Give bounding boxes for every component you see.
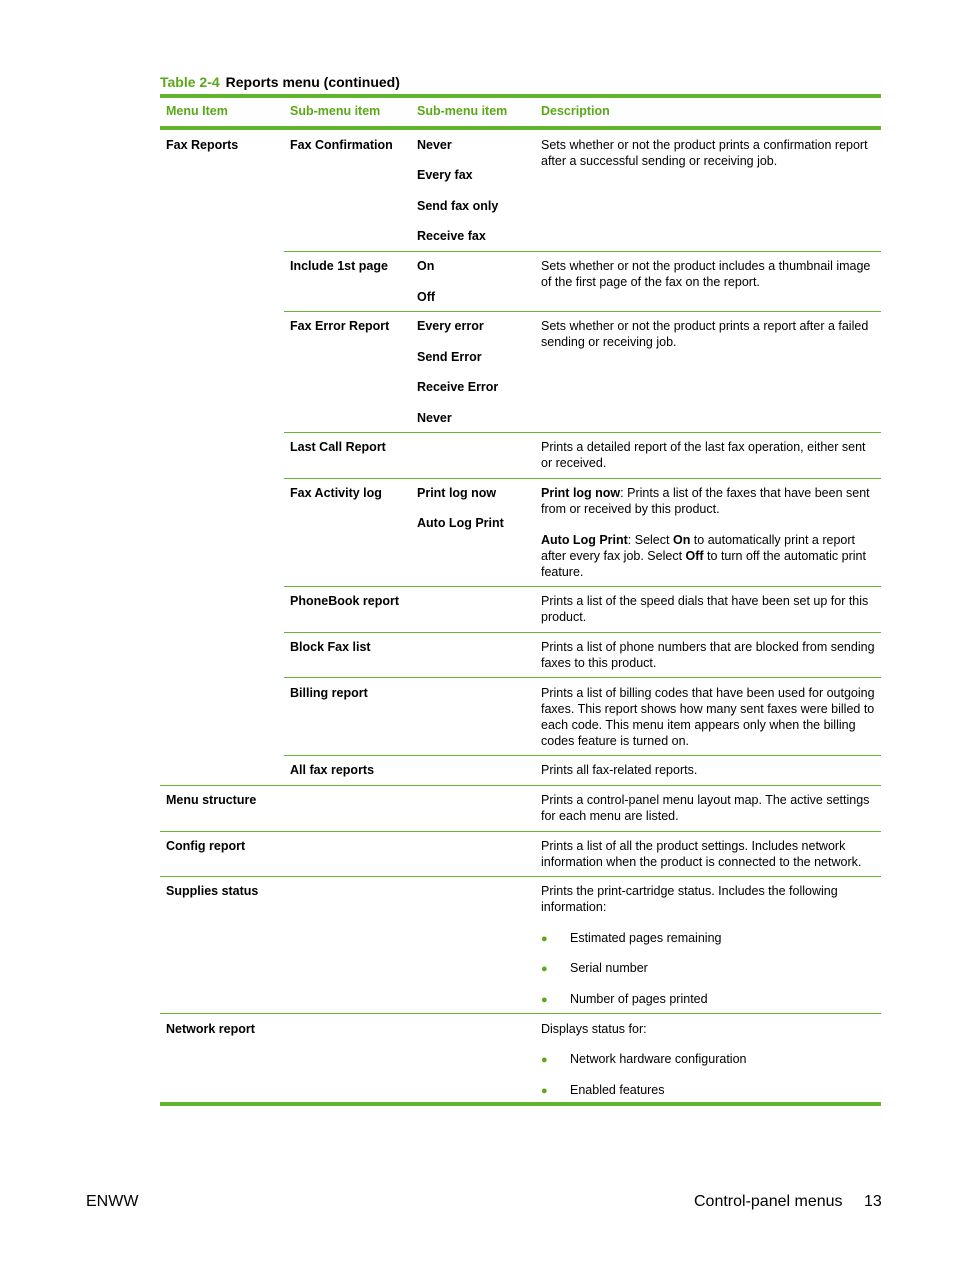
list-item <box>541 1082 665 1099</box>
description-include-1st-page: Sets whether or not the product includes a thumbnail image of the first page of the fax on the report. <box>541 259 871 289</box>
list-item-text: Number of pages printed <box>570 992 708 1006</box>
submenu-block-fax-list: Block Fax list <box>290 640 371 654</box>
option-send-fax-only: Send fax only <box>417 199 499 213</box>
description-print-log-now <box>541 485 879 517</box>
description-config-report: Prints a list of all the product settings. Includes network information when the product is connected to the network. <box>541 839 862 869</box>
option-print-log-now: Print log now <box>417 486 497 500</box>
table-top-rule <box>160 94 881 98</box>
submenu-billing-report: Billing report <box>290 686 368 700</box>
option-send-error: Send Error <box>417 350 482 364</box>
table-number: Table 2-4 <box>160 74 220 90</box>
row-divider <box>284 677 881 678</box>
submenu-fax-error-report: Fax Error Report <box>290 319 390 333</box>
list-item-text: Estimated pages remaining <box>570 931 722 945</box>
text-auto-2: to automatically print a report after every fax job. Select <box>541 533 855 563</box>
row-divider <box>284 251 881 252</box>
table-caption <box>160 74 400 90</box>
description-network-report: Displays status for: <box>541 1022 647 1036</box>
description-fax-confirmation: Sets whether or not the product prints a confirmation report after a successful sending or receiving job. <box>541 138 868 168</box>
list-item <box>541 930 721 947</box>
row-divider <box>160 831 881 832</box>
bullet-icon: ● <box>541 994 548 1006</box>
page-number: 13 <box>864 1193 882 1210</box>
header-description: Description <box>541 104 610 118</box>
description-block-fax-list: Prints a list of phone numbers that are blocked from sending faxes to this product. <box>541 640 875 670</box>
bullet-icon: ● <box>541 1085 548 1097</box>
list-item-text: Serial number <box>570 961 648 975</box>
row-divider <box>284 755 881 756</box>
description-auto-log-print <box>541 532 879 580</box>
list-item <box>541 1051 746 1068</box>
submenu-fax-confirmation: Fax Confirmation <box>290 138 393 152</box>
list-item <box>541 960 648 977</box>
header-sub-menu-item-2: Sub-menu item <box>417 104 508 118</box>
term-auto-log-print: Auto Log Print <box>541 533 628 547</box>
header-menu-item: Menu Item <box>166 104 228 118</box>
header-sub-menu-item-1: Sub-menu item <box>290 104 381 118</box>
list-item <box>541 991 708 1008</box>
list-item-text: Network hardware configuration <box>570 1052 747 1066</box>
row-divider <box>160 876 881 877</box>
table-bottom-rule <box>160 1102 881 1106</box>
menu-item-network-report: Network report <box>166 1022 255 1036</box>
description-last-call-report: Prints a detailed report of the last fax operation, either sent or received. <box>541 440 866 470</box>
menu-item-config-report: Config report <box>166 839 246 853</box>
submenu-phonebook-report: PhoneBook report <box>290 594 400 608</box>
menu-item-supplies-status: Supplies status <box>166 884 259 898</box>
description-phonebook-report: Prints a list of the speed dials that have been set up for this product. <box>541 594 869 624</box>
row-divider <box>284 478 881 479</box>
bullet-icon: ● <box>541 933 548 945</box>
description-supplies-status: Prints the print-cartridge status. Includes the following information: <box>541 884 838 914</box>
header-rule <box>160 126 881 130</box>
submenu-last-call-report: Last Call Report <box>290 440 386 454</box>
description-billing-report: Prints a list of billing codes that have been used for outgoing faxes. This report shows how many sent faxes were billed to each code. This menu item appears only when the billing codes feature is turned on. <box>541 686 875 748</box>
option-on: On <box>417 259 435 273</box>
term-off: Off <box>685 549 704 563</box>
text-auto-3: to turn off the automatic print feature. <box>541 549 866 579</box>
option-every-error: Every error <box>417 319 484 333</box>
submenu-include-1st-page: Include 1st page <box>290 259 388 273</box>
row-divider <box>284 432 881 433</box>
option-off: Off <box>417 290 436 304</box>
footer-left: ENWW <box>86 1193 139 1210</box>
menu-item-fax-reports: Fax Reports <box>166 138 239 152</box>
term-on: On <box>672 533 691 547</box>
row-divider <box>160 785 881 786</box>
row-divider <box>160 1013 881 1014</box>
row-divider <box>284 311 881 312</box>
text-print-log-now: : Prints a list of the faxes that have been sent from or received by this product. <box>541 486 870 516</box>
column-divider-1 <box>284 130 285 1102</box>
option-never: Never <box>417 138 452 152</box>
list-item-text: Enabled features <box>570 1083 665 1097</box>
row-divider <box>284 632 881 633</box>
option-auto-log-print: Auto Log Print <box>417 516 504 530</box>
footer-section: Control-panel menus <box>694 1193 843 1210</box>
option-never-error: Never <box>417 411 452 425</box>
description-all-fax-reports: Prints all fax-related reports. <box>541 763 698 777</box>
option-every-fax: Every fax <box>417 168 473 182</box>
text-auto-1: : Select <box>627 533 673 547</box>
description-menu-structure: Prints a control-panel menu layout map. The active settings for each menu are listed. <box>541 793 870 823</box>
table-title: Reports menu (continued) <box>225 74 400 90</box>
submenu-fax-activity-log: Fax Activity log <box>290 486 382 500</box>
menu-item-menu-structure: Menu structure <box>166 793 257 807</box>
option-receive-error: Receive Error <box>417 380 499 394</box>
description-fax-error-report: Sets whether or not the product prints a report after a failed sending or receiving job. <box>541 319 869 349</box>
submenu-all-fax-reports: All fax reports <box>290 763 375 777</box>
option-receive-fax: Receive fax <box>417 229 486 243</box>
bullet-icon: ● <box>541 1054 548 1066</box>
row-divider <box>284 586 881 587</box>
term-print-log-now: Print log now <box>541 486 621 500</box>
bullet-icon: ● <box>541 963 548 975</box>
